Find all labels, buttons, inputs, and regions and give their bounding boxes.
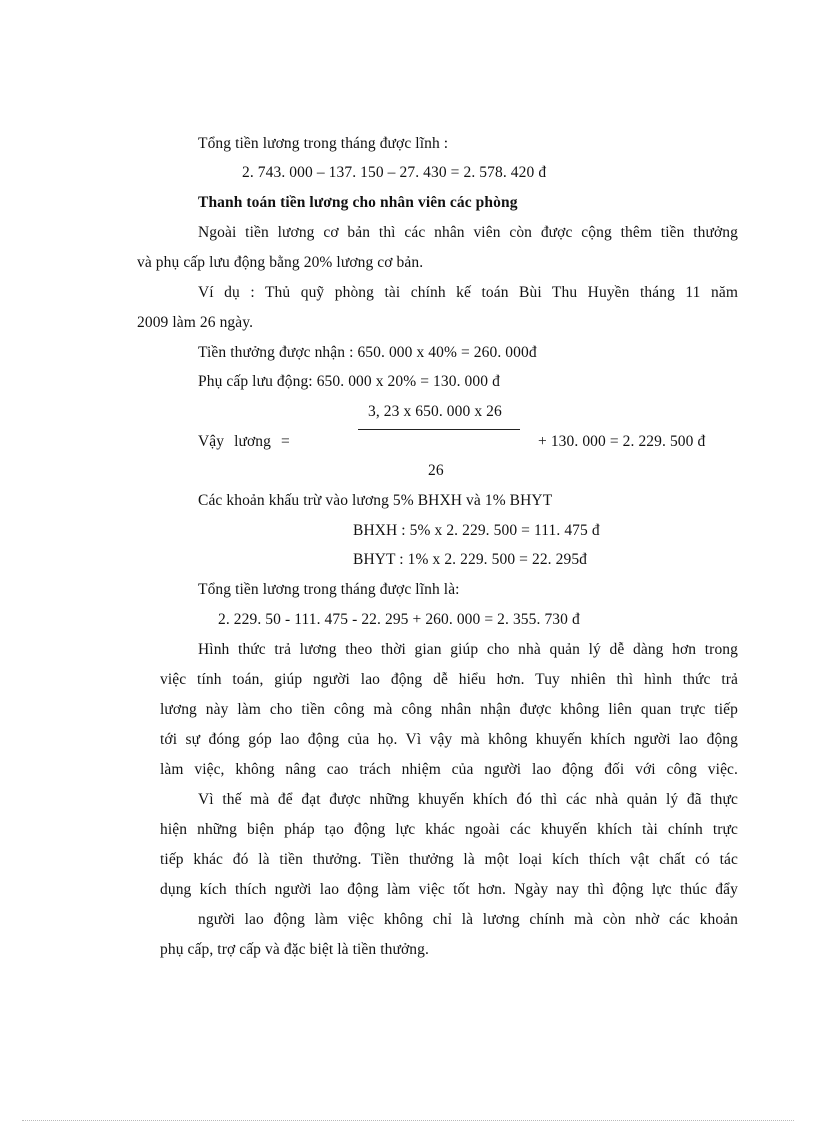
allowance-line: Phụ cấp lưu động: 650. 000 x 20% = 130. 000 đ <box>198 373 500 390</box>
formula-denominator: 26 <box>428 462 444 479</box>
intro-line-2: và phụ cấp lưu động bằng 20% lương cơ bản. <box>137 254 424 271</box>
total-salary-label: Tổng tiền lương trong tháng được lĩnh : <box>198 135 449 152</box>
paragraph-1-line-4: tới sự đóng góp lao động của họ. Vì vậy mà không khuyến khích người lao động <box>160 731 738 748</box>
total-salary-calculation: 2. 743. 000 – 137. 150 – 27. 430 = 2. 578. 420 đ <box>242 164 547 181</box>
paragraph-2-line-5: người lao động làm việc không chỉ là lương chính mà còn nhờ các khoản <box>198 911 738 928</box>
total-received-calculation: 2. 229. 50 - 111. 475 - 22. 295 + 260. 000 = 2. 355. 730 đ <box>218 611 580 628</box>
paragraph-2-line-4: dụng kích thích người lao động làm việc tốt hơn. Ngày nay thì động lực thúc đẩy <box>160 881 738 898</box>
total-received-label: Tổng tiền lương trong tháng được lĩnh là: <box>198 581 460 598</box>
paragraph-2-line-1: Vì thế mà để đạt được những khuyến khích đó thì các nhà quản lý đã thực <box>198 791 738 808</box>
paragraph-2-line-6: phụ cấp, trợ cấp và đặc biệt là tiền thưởng. <box>160 941 429 958</box>
paragraph-1-line-3: lương này làm cho tiền công mà công nhân nhận được không liên quan trực tiếp <box>160 701 738 718</box>
paragraph-2-line-2: hiện những biện pháp tạo động lực khác ngoài các khuyến khích tài chính trực <box>160 821 738 838</box>
example-line-1: Ví dụ : Thủ quỹ phòng tài chính kế toán Bùi Thu Huyền tháng 11 năm <box>198 284 738 301</box>
paragraph-2-line-3: tiếp khác đó là tiền thưởng. Tiền thưởng là một loại kích thích vật chất có tác <box>160 851 738 868</box>
paragraph-1-line-5: làm việc, không nâng cao trách nhiệm của người lao động đối với công việc. <box>160 761 738 778</box>
formula-result: + 130. 000 = 2. 229. 500 đ <box>538 433 706 450</box>
formula-numerator: 3, 23 x 650. 000 x 26 <box>368 403 502 420</box>
paragraph-1-line-2: việc tính toán, giúp người lao động dễ hiểu hơn. Tuy nhiên thì hình thức trả <box>160 671 738 688</box>
formula-label: Vậy lương = <box>198 433 290 450</box>
bonus-line: Tiền thưởng được nhận : 650. 000 x 40% = 260. 000đ <box>198 344 537 361</box>
deductions-label: Các khoản khấu trừ vào lương 5% BHXH và 1% BHYT <box>198 492 553 509</box>
bhyt-line: BHYT : 1% x 2. 229. 500 = 22. 295đ <box>353 551 588 568</box>
paragraph-1-line-1: Hình thức trả lương theo thời gian giúp cho nhà quản lý dễ dàng hơn trong <box>198 641 738 658</box>
bhxh-line: BHXH : 5% x 2. 229. 500 = 111. 475 đ <box>353 522 600 539</box>
example-line-2: 2009 làm 26 ngày. <box>137 314 254 331</box>
page-bottom-rule <box>22 1120 794 1121</box>
fraction-bar <box>358 429 520 430</box>
section-heading: Thanh toán tiền lương cho nhân viên các phòng <box>198 194 518 211</box>
intro-line-1: Ngoài tiền lương cơ bản thì các nhân viên còn được cộng thêm tiền thưởng <box>198 224 738 241</box>
